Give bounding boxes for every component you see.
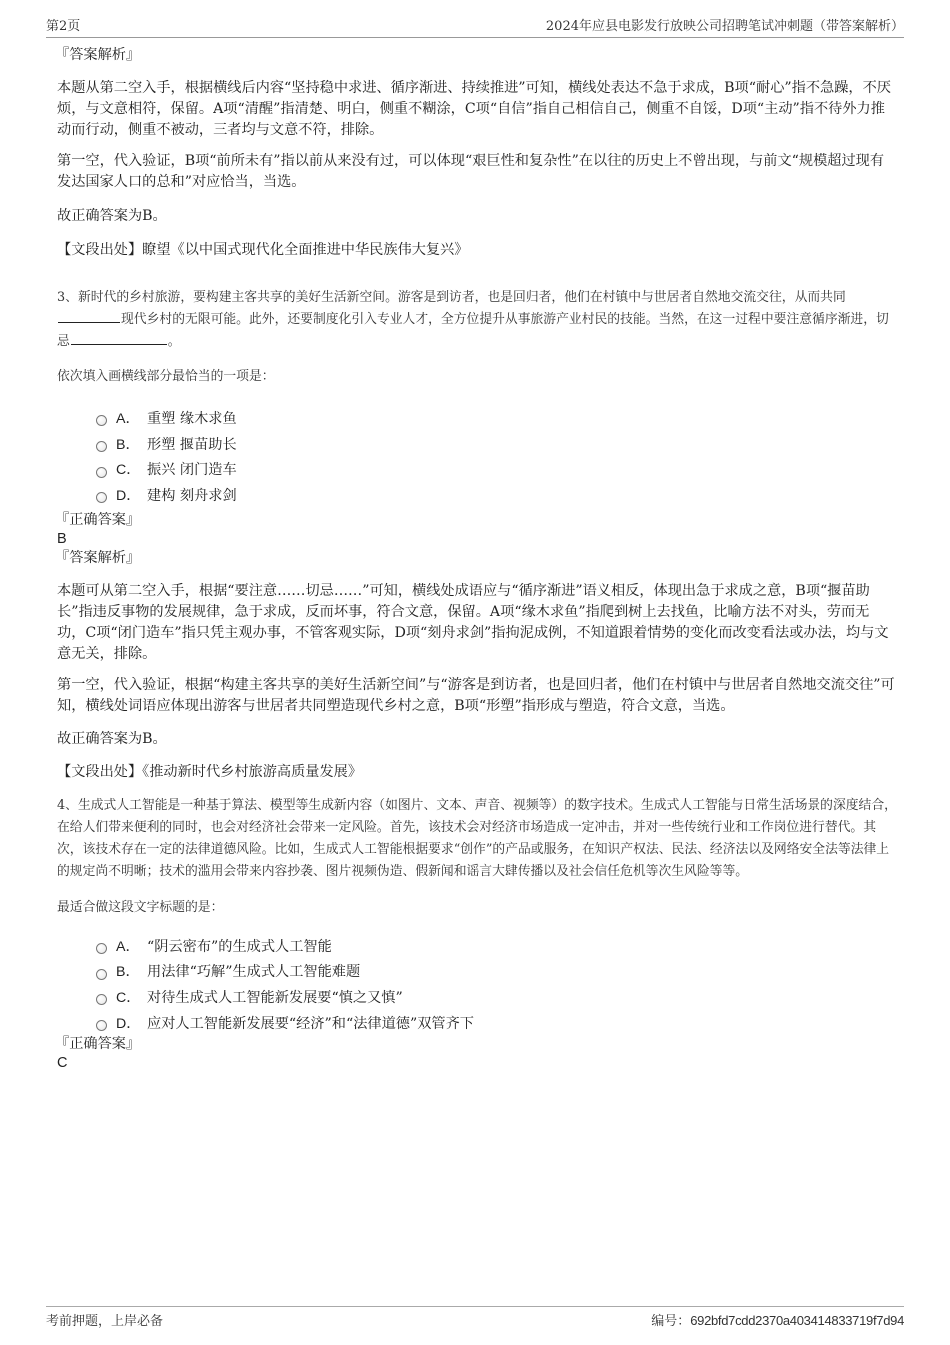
radio-button[interactable] [96,467,107,478]
radio-button[interactable] [96,1020,107,1031]
option-b[interactable] [96,431,897,457]
page-content [57,46,897,1073]
radio-button[interactable] [96,441,107,452]
question-stem: 4、生成式人工智能是一种基于算法、模型等生成新内容（如图片、文本、声音、视频等）的数字技术。生成式人工智能与日常生活场景的深度结合，在给人们带来便利的同时，也会对经济社会带来一定风险。首先，该技术会对经济市场造成一定冲击，并对一些传统行业和工作岗位进行替代。其次，该技术存在一定的法律道德风险。比如，生成式人工智能根据要求“创作”的产品或服务，在知识产权法、民法、经济法以及网络安全法等法律上的规定尚不明晰；技术的滥用会带来内容抄袭、图片视频伪造、假新闻和谣言大肆传播以及社会信任危机等次生风险等等。 [57,797,897,879]
radio-button[interactable] [96,943,107,954]
option-text: 形塑 揠苗助长 [147,436,237,453]
options-list [96,405,897,508]
correct-answer-label: 『正确答案』 [55,1035,141,1052]
correct-answer: C [57,1054,68,1071]
analysis-label: 『答案解析』 [55,549,141,566]
radio-button[interactable] [96,969,107,980]
correct-answer: B [57,530,67,547]
radio-button[interactable] [96,415,107,426]
radio-button[interactable] [96,994,107,1005]
source-text: 【文段出处】《推动新时代乡村旅游高质量发展》 [57,763,363,780]
option-letter: B． [116,964,140,981]
option-letter: A． [116,410,140,427]
radio-button[interactable] [96,492,107,503]
option-text: 对待生成式人工智能新发展要“慎之又慎” [147,989,403,1006]
document-title: 2024年应县电影发行放映公司招聘笔试冲刺题（带答案解析） [545,19,904,34]
code-label: 编号： [651,1314,691,1329]
option-text: 用法律“巧解”生成式人工智能难题 [147,964,361,981]
option-c[interactable] [96,984,897,1010]
option-letter: C． [116,462,141,479]
question-stem [57,287,897,353]
option-c[interactable] [96,456,897,482]
option-text: “阴云密布”的生成式人工智能 [147,938,332,955]
option-a[interactable] [96,933,897,959]
option-text: 应对人工智能新发展要“经济”和“法律道德”双管齐下 [147,1015,474,1032]
conclusion-text: 故正确答案为B。 [57,730,167,747]
footer-slogan: 考前押题，上岸必备 [46,1314,164,1329]
option-letter: C． [116,989,141,1006]
option-text: 建构 刻舟求剑 [147,487,237,504]
source-text: 【文段出处】瞭望《以中国式现代化全面推进中华民族伟大复兴》 [57,242,469,258]
question-prompt: 依次填入画横线部分最恰当的一项是： [57,369,275,384]
analysis-paragraph: 本题从第二空入手，根据横线后内容“坚持稳中求进、循序渐进、持续推进”可知，横线处表达不急于求成，B项“耐心”指不急躁，不厌烦，与文意相符，保留。A项“清醒”指清楚、明白，侧重不糊涂，C项“自信”指自己相信自己，侧重不自馁，D项“主动”指不待外力推动而行动，侧重不被动，三者均与文意不符，排除。 [57,80,891,138]
stem-text: 3、新时代的乡村旅游，要构建主客共享的美好生活新空间。游客是到访者，也是回归者，他们在村镇中与世居者自然地交流交往，从而共同 [57,290,846,305]
correct-answer-label: 『正确答案』 [55,511,141,528]
option-d[interactable] [96,1010,897,1036]
option-text: 重塑 缘木求鱼 [147,410,237,427]
fill-blank-1 [58,309,120,323]
fill-blank-2 [71,331,167,345]
conclusion-text: 故正确答案为B。 [57,208,167,224]
option-a[interactable] [96,405,897,431]
stem-text: 。 [167,334,181,349]
page-header [46,14,904,38]
page-footer [46,1306,904,1329]
option-d[interactable] [96,482,897,508]
option-letter: B． [116,436,140,453]
option-text: 振兴 闭门造车 [147,462,237,479]
option-letter: D． [116,1015,141,1032]
option-b[interactable] [96,958,897,984]
stem-text: 现代乡村的无限可能。此外，还要制度化引入专业人才，全方位提升从事旅游产业村民的技能。当然，在这一过程中要注意循序渐进，切忌 [57,312,889,349]
options-list [96,933,897,1036]
analysis-paragraph: 本题可从第二空入手，根据“要注意……切忌……”可知，横线处成语应与“循序渐进”语义相反，体现出急于求成之意，B项“揠苗助长”指违反事物的发展规律，急于求成，反而坏事，符合文意，保留。A项“缘木求鱼”指爬到树上去找鱼，比喻方法不对头，劳而无功，C项“闭门造车”指只凭主观办事，不管客观实际，D项“刻舟求剑”指拘泥成例，不知道跟着情势的变化而改变看法或办法，均与文意无关，排除。 [57,582,889,662]
document-code [651,1310,904,1329]
option-letter: A． [116,938,140,955]
analysis-label: 『答案解析』 [55,47,141,63]
analysis-paragraph: 第一空，代入验证，根据“构建主客共享的美好生活新空间”与“游客是到访者，也是回归者，他们在村镇中与世居者自然地交流交往”可知，横线处词语应体现出游客与世居者共同塑造现代乡村之意，B项“形塑”指形成与塑造，符合文意，当选。 [57,676,895,714]
code-value: 692bfd7cdd2370a403414833719f7d94 [690,1313,904,1328]
analysis-paragraph: 第一空，代入验证，B项“前所未有”指以前从来没有过，可以体现“艰巨性和复杂性”在以往的历史上不曾出现，与前文“规模超过现有发达国家人口的总和”对应恰当，当选。 [57,153,885,190]
question-prompt: 最适合做这段文字标题的是： [57,899,224,915]
page-number: 第2页 [46,19,81,34]
option-letter: D． [116,487,141,504]
